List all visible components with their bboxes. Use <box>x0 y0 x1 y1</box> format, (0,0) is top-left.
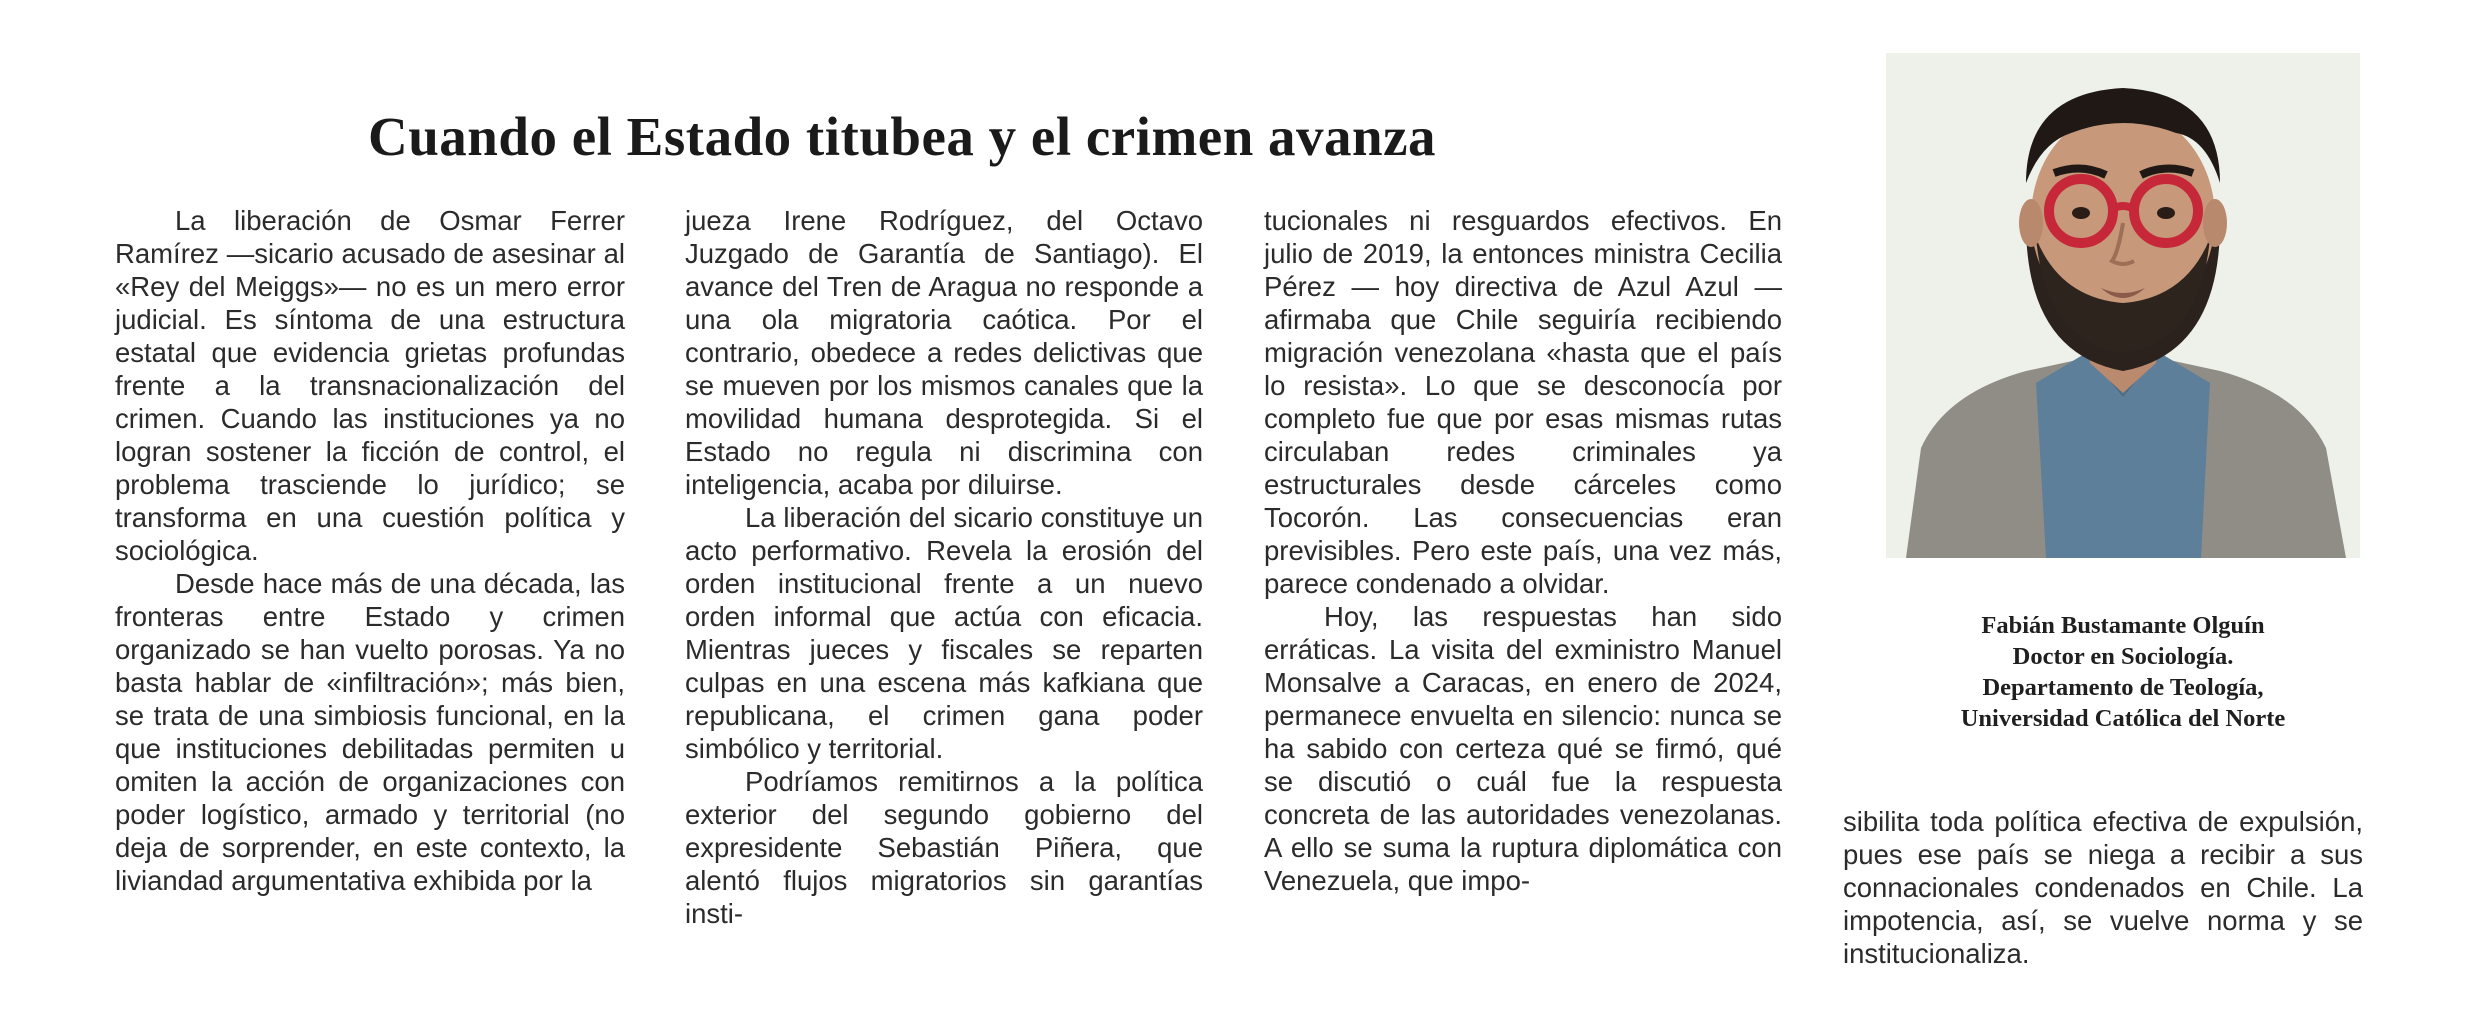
paragraph: Hoy, las respuestas han sido erráticas. La visita del exministro Manuel Monsalve a Caracas, en enero de 2024, permanece envuelta en silencio: nunca se ha sabido con certeza qué se firmó, qué se discutió o cuál fue la respuesta concreta de las autoridades venezolanas. A ello se suma la ruptura diplomática con Venezuela, que impo- <box>1264 601 1782 896</box>
paragraph: La liberación de Osmar Ferrer Ramírez —sicario acusado de asesinar al «Rey del Meiggs»— no es un mero error judicial. Es síntoma de una estructura estatal que evidencia grietas profundas frente a la transnacionalización del crimen. Cuando las instituciones ya no logran sostener la ficción de control, el problema trasciende lo jurídico; se transforma en una cuestión política y sociológica. <box>115 205 625 566</box>
paragraph: Desde hace más de una década, las fronteras entre Estado y crimen organizado se han vuelto porosas. Ya no basta hablar de «infiltración»; más bien, se trata de una simbiosis funcional, en la que instituciones debilitadas permiten u omiten la acción de organizaciones con poder logístico, armado y territorial (no deja de sorprender, en este contexto, la liviandad argumentativa exhibida por la <box>115 568 625 896</box>
author-name: Fabián Bustamante Olguín <box>1981 612 2265 639</box>
paragraph: La liberación del sicario constituye un acto performativo. Revela la erosión del orden institucional frente a un nuevo orden informal que actúa con eficacia. Mientras jueces y fiscales se reparten culpas en una escena más kafkiana que republicana, el crimen gana poder simbólico y territorial. <box>685 502 1203 764</box>
paragraph: sibilita toda política efectiva de expulsión, pues ese país se niega a recibir a sus connacionales condenados en Chile. La impotencia, así, se vuelve norma y se institucionaliza. <box>1843 806 2363 969</box>
author-portrait-illustration <box>1886 53 2360 558</box>
article-column-2 <box>685 204 1203 930</box>
author-credit <box>1886 610 2360 734</box>
author-university: Universidad Católica del Norte <box>1960 705 2286 732</box>
paragraph: jueza Irene Rodríguez, del Octavo Juzgado de Garantía de Santiago). El avance del Tren de Aragua no responde a una ola migratoria caótica. Por el contrario, obedece a redes delictivas que se mueven por los mismos canales que la movilidad humana desprotegida. Si el Estado no regula ni discrimina con inteligencia, acaba por diluirse. <box>685 205 1203 500</box>
author-department: Departamento de Teología, <box>1982 674 2264 701</box>
article-column-1 <box>115 204 625 897</box>
article-column-3 <box>1264 204 1782 897</box>
paragraph: tucionales ni resguardos efectivos. En julio de 2019, la entonces ministra Cecilia Pérez — hoy directiva de Azul Azul — afirmaba que Chile seguiría recibiendo migración venezolana «hasta que el país lo resista». Lo que se desconocía por completo fue que por esas mismas rutas circulaban redes criminales ya estructurales desde cárceles como Tocorón. Las consecuencias eran previsibles. Pero este país, una vez más, parece condenado a olvidar. <box>1264 205 1782 599</box>
article-column-4 <box>1843 805 2363 970</box>
paragraph: Podríamos remitirnos a la política exterior del segundo gobierno del expresidente Sebastián Piñera, que alentó flujos migratorios sin garantías insti- <box>685 766 1203 929</box>
author-degree: Doctor en Sociología. <box>2012 643 2234 670</box>
article-title: Cuando el Estado titubea y el crimen avanza <box>368 105 1437 167</box>
author-photo <box>1886 53 2360 558</box>
